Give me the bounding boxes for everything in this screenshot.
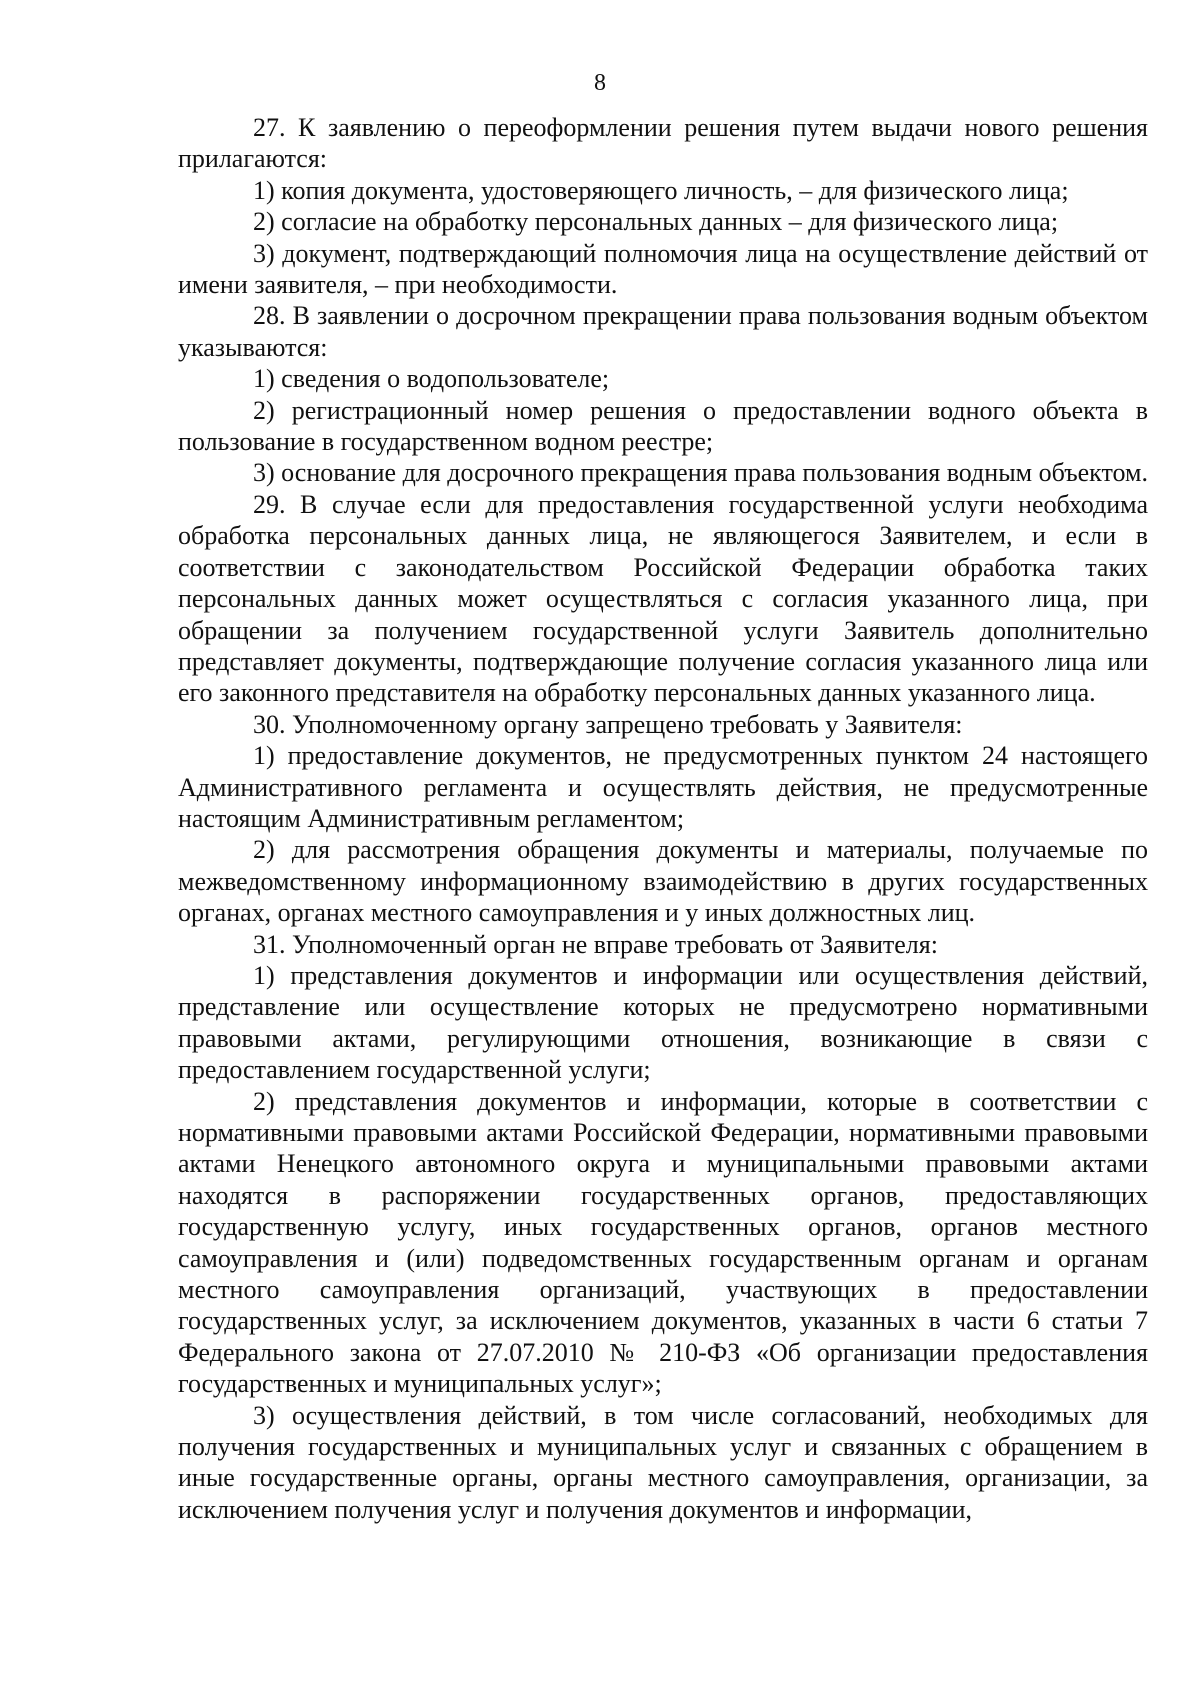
paragraph-31: 31. Уполномоченный орган не вправе требовать от Заявителя: — [253, 929, 938, 959]
paragraph-28-item-2: 2) регистрационный номер решения о предоставлении водного объекта в пользование в государственном водном реестре; — [178, 395, 1148, 457]
paragraph-27-item-3: 3) документ, подтверждающий полномочия лица на осуществление действий от имени заявителя, – при необходимости. — [178, 238, 1148, 300]
paragraph-29: 29. В случае если для предоставления государственной услуги необходима обработка персональных данных лица, не являющегося Заявителем, и если в соответствии с законодательством Российской Федерации обработка таких персональных данных может осуществляться с согласия указанного лица, при обращении за получением государственной услуги Заявитель дополнительно представляет документы, подтверждающие получение согласия указанного лица или его законного представителя на обработку персональных данных указанного лица. — [178, 489, 1148, 708]
paragraph-31-item-1: 1) представления документов и информации или осуществления действий, представление или осуществление которых не предусмотрено нормативными правовыми актами, регулирующими отношения, возникающие в связи с предоставлением государственной услуги; — [178, 960, 1148, 1085]
paragraph-27-item-2: 2) согласие на обработку персональных данных – для физического лица; — [253, 207, 1059, 237]
paragraph-28: 28. В заявлении о досрочном прекращении права пользования водным объектом указываются: — [178, 301, 1148, 362]
paragraph-28-item-1: 1) сведения о водопользователе; — [253, 364, 610, 394]
page-number: 8 — [594, 70, 606, 96]
paragraph-27-item-1: 1) копия документа, удостоверяющего личность, – для физического лица; — [253, 175, 1069, 205]
document-body — [178, 112, 1148, 1525]
paragraph-31-item-2: 2) представления документов и информации, которые в соответствии с нормативными правовыми актами Российской Федерации, нормативными правовыми актами Ненецкого автономного округа и муниципальными правовыми актами находятся в распоряжении государственных органов, предоставляющих государственную услугу, иных государственных органов, органов местного самоуправления и (или) подведомственных государственным органам и органам местного самоуправления организаций, участвующих в предоставлении государственных услуг, за исключением документов, указанных в части 6 статьи 7 Федерального закона от 27.07.2010 № 210-ФЗ «Об организации предоставления государственных и муниципальных услуг»; — [178, 1086, 1148, 1399]
paragraph-30-item-1: 1) предоставление документов, не предусмотренных пунктом 24 настоящего Административного регламента и осуществлять действия, не предусмотренные настоящим Административным регламентом; — [178, 741, 1148, 833]
paragraph-27: 27. К заявлению о переоформлении решения путем выдачи нового решения прилагаются: — [178, 113, 1148, 174]
paragraph-30: 30. Уполномоченному органу запрещено требовать у Заявителя: — [253, 709, 963, 739]
paragraph-28-item-3: 3) основание для досрочного прекращения права пользования водным объектом. — [253, 458, 1148, 488]
paragraph-31-item-3: 3) осуществления действий, в том числе согласований, необходимых для получения государственных и муниципальных услуг и связанных с обращением в иные государственные органы, органы местного самоуправления, организации, за исключением получения услуг и получения документов и информации, — [178, 1400, 1148, 1524]
paragraph-30-item-2: 2) для рассмотрения обращения документы и материалы, получаемые по межведомственному информационному взаимодействию в других государственных органах, органах местного самоуправления и у иных должностных лиц. — [178, 835, 1148, 928]
